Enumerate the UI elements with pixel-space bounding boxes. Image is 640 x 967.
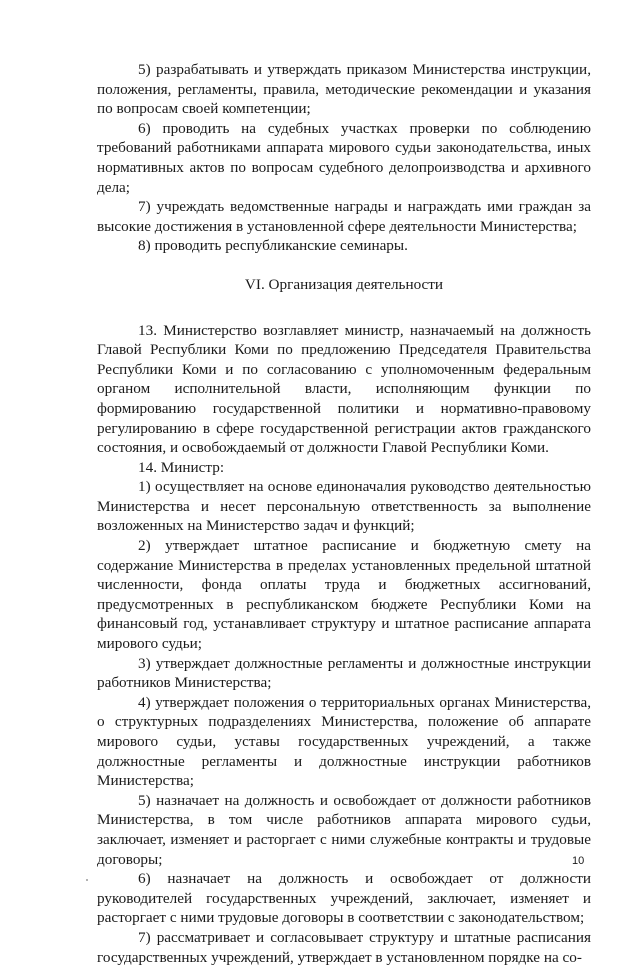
page-number: 10	[572, 855, 585, 867]
paragraph-minister-4: 4) утверждает положения о территориальных органах Министерства, о структурных подразделениях Министерства, положение об аппарате мирового судьи, уставы государственных учреждений, а также должностные регламенты и должностные инструкции работников Министерства;	[97, 693, 591, 790]
scan-speck	[86, 879, 88, 881]
paragraph-minister-7: 7) рассматривает и согласовывает структуру и штатные расписания государственных учреждений, утверждает в установленном порядке на со-	[97, 928, 591, 966]
paragraph-minister-3: 3) утверждает должностные регламенты и должностные инструкции работников Министерства;	[97, 654, 591, 692]
paragraph-item-8: 8) проводить республиканские семинары.	[138, 237, 408, 255]
section-heading: VI. Организация деятельности	[244, 275, 444, 293]
document-body	[97, 60, 591, 967]
paragraph-item-6: 6) проводить на судебных участках проверки по соблюдению требований работниками аппарата мирового судьи законодательства, иных нормативных актов по вопросам судебного делопроизводства и архивного дела;	[97, 119, 591, 196]
paragraph-clause-14: 14. Министр:	[138, 458, 225, 476]
paragraph-minister-2: 2) утверждает штатное расписание и бюджетную смету на содержание Министерства в пределах установленных предельной штатной численности, фонда оплаты труда и бюджетных ассигнований, предусмотренных в республиканском бюджете Республики Коми на финансовый год, устанавливает структуру и штатное расписание аппарата мирового судьи;	[97, 537, 591, 653]
paragraph-clause-13: 13. Министерство возглавляет министр, назначаемый на должность Главой Республики Коми по предложению Председателя Правительства Республики Коми и по согласованию с уполномоченным федеральным органом исполнительной власти, исполняющим функции по формированию государственной политики и нормативно-правовому регулированию в сфере государственной регистрации актов гражданского состояния, и освобождаемый от должности Главой Республики Коми.	[97, 321, 591, 457]
paragraph-minister-6: 6) назначает на должность и освобождает от должности руководителей государственных учреждений, заключает, изменяет и расторгает с ними трудовые договоры в соответствии с законодательством;	[97, 870, 591, 927]
paragraph-item-5: 5) разрабатывать и утверждать приказом Министерства инструкции, положения, регламенты, правила, методические рекомендации и указания по вопросам своей компетенции;	[97, 61, 591, 118]
paragraph-minister-5: 5) назначает на должность и освобождает от должности работников Министерства, в том числе работников аппарата мирового судьи, заключает, изменяет и расторгает с ними служебные контракты и трудовые договоры;	[97, 791, 591, 868]
paragraph-minister-1: 1) осуществляет на основе единоначалия руководство деятельностью Министерства и несет персональную ответственность за выполнение возложенных на Министерство задач и функций;	[97, 478, 591, 535]
paragraph-item-7: 7) учреждать ведомственные награды и награждать ими граждан за высокие достижения в установленной сфере деятельности Министерства;	[97, 198, 591, 235]
